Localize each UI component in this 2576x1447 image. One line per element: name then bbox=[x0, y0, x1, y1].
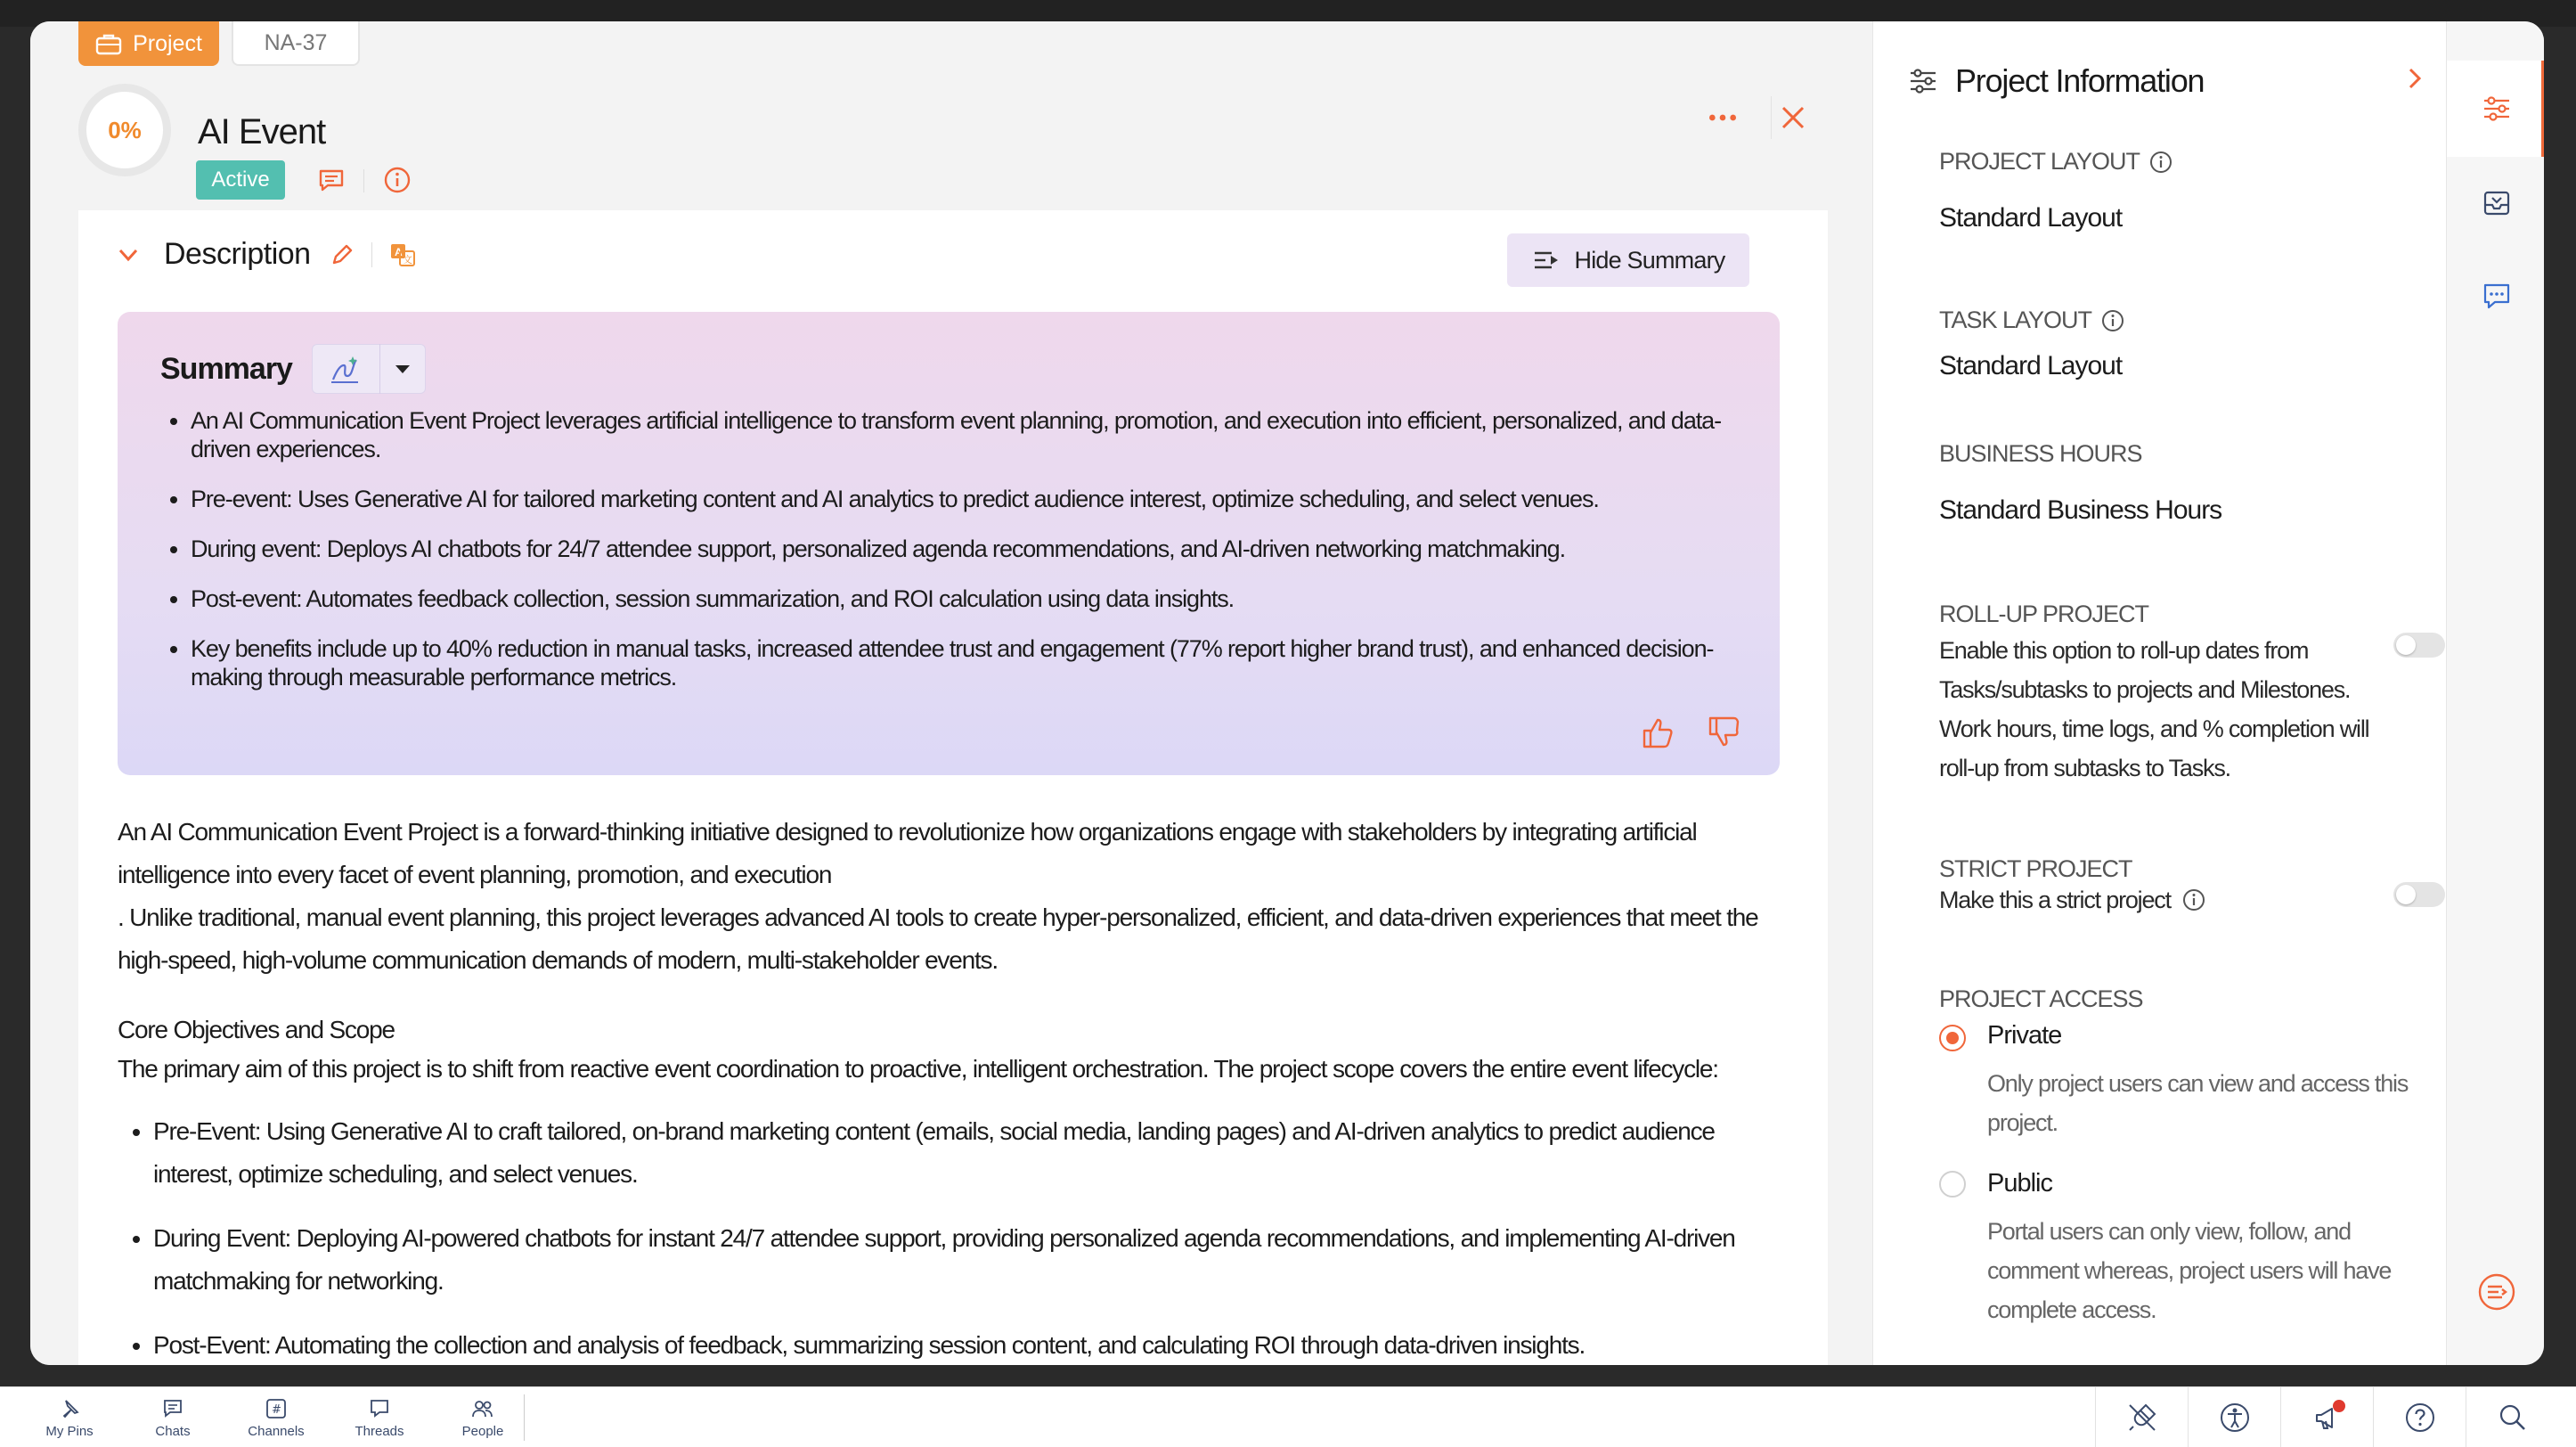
project-type-tag bbox=[78, 21, 219, 66]
project-information-title: Project Information bbox=[1955, 62, 2205, 99]
description-list bbox=[118, 1110, 1792, 1365]
description-subheading: Core Objectives and Scope bbox=[118, 1016, 395, 1043]
info-icon[interactable] bbox=[2148, 150, 2173, 175]
private-label[interactable]: Private bbox=[1987, 1021, 2062, 1050]
help-icon[interactable] bbox=[2373, 1387, 2466, 1447]
chat-bubble-icon[interactable] bbox=[2477, 276, 2516, 315]
description-body[interactable] bbox=[118, 811, 1792, 1365]
info-icon[interactable] bbox=[2100, 308, 2125, 333]
summary-ai-tool[interactable] bbox=[312, 344, 426, 394]
hash-icon bbox=[265, 1397, 288, 1420]
strict-project-toggle[interactable] bbox=[2393, 882, 2445, 907]
project-key[interactable]: NA-37 bbox=[232, 21, 360, 66]
collapse-panel-icon[interactable] bbox=[2477, 1272, 2516, 1312]
rollup-project-label: ROLL-UP PROJECT bbox=[1939, 601, 2149, 627]
pin-icon bbox=[58, 1397, 81, 1420]
description-bullet: • During Event: Deploying AI-powered chatbots for instant 24/7 attendee support, providing personalized agenda recommendations, and implementing AI-driven matchmaking for networking. bbox=[153, 1217, 1792, 1303]
edit-pencil-icon[interactable] bbox=[329, 241, 355, 268]
description-paragraph: The primary aim of this project is to shift from reactive event coordination to proactive, intelligent orchestration. The project scope covers the entire event lifecycle: bbox=[118, 1055, 1718, 1083]
project-info-rail-icon[interactable] bbox=[2477, 89, 2516, 128]
taskbar-right bbox=[2095, 1387, 2558, 1447]
announcement-icon[interactable] bbox=[2280, 1387, 2373, 1447]
task-layout-value[interactable]: Standard Layout bbox=[1939, 351, 2123, 380]
ai-sparkle-icon[interactable] bbox=[313, 344, 380, 394]
project-main-pane bbox=[30, 21, 1872, 1365]
info-icon[interactable] bbox=[381, 164, 413, 196]
settings-sliders-icon bbox=[1907, 65, 1939, 97]
summary-bullet: • Pre-event: Uses Generative AI for tailored marketing content and AI analytics to predict audience interest, optimize scheduling, and select venues. bbox=[191, 485, 1723, 513]
info-icon[interactable] bbox=[2181, 887, 2206, 912]
thumbs-up-icon[interactable] bbox=[1641, 715, 1680, 750]
notification-dot bbox=[2333, 1400, 2345, 1412]
project-access-label: PROJECT ACCESS bbox=[1939, 985, 2143, 1012]
description-paragraph: An AI Communication Event Project is a forward-thinking initiative designed to revolutionize how organizations engage with stakeholders by integrating artificial intelligence into every facet of event planning, promotion, and execution bbox=[118, 818, 1697, 888]
ai-summary-panel bbox=[118, 312, 1780, 775]
public-description: Portal users can only view, follow, and comment whereas, project users will have complete access. bbox=[1987, 1218, 2392, 1323]
summary-list bbox=[191, 406, 1723, 713]
status-badge[interactable]: Active bbox=[196, 160, 285, 200]
description-bullet: • Post-Event: Automating the collection and analysis of feedback, summarizing session content, and calculating ROI through data-driven insights. bbox=[153, 1324, 1792, 1365]
summary-title: Summary bbox=[160, 351, 292, 386]
taskbar-item-my-pins[interactable]: My Pins bbox=[18, 1387, 121, 1447]
project-information-pane bbox=[1872, 21, 2446, 1365]
chat-icon bbox=[161, 1397, 184, 1420]
taskbar-item-threads[interactable]: Threads bbox=[328, 1387, 431, 1447]
close-icon bbox=[1779, 103, 1807, 132]
summary-toggle-icon bbox=[1532, 248, 1561, 273]
business-hours-label: BUSINESS HOURS bbox=[1939, 440, 2142, 467]
taskbar-item-people[interactable]: People bbox=[431, 1387, 534, 1447]
progress-indicator: 0% bbox=[78, 84, 171, 176]
briefcase-icon bbox=[95, 32, 122, 55]
close-button[interactable] bbox=[1771, 96, 1814, 139]
right-rail bbox=[2446, 21, 2544, 1365]
thumbs-down-icon[interactable] bbox=[1707, 715, 1746, 750]
more-options-button[interactable] bbox=[1705, 100, 1740, 135]
summary-bullet: • During event: Deploys AI chatbots for 24/7 attendee support, personalized agenda recommendations, and AI-driven networking matchmaking. bbox=[191, 535, 1723, 563]
plugin-icon[interactable] bbox=[2095, 1387, 2188, 1447]
summary-header bbox=[160, 344, 426, 394]
hide-summary-label: Hide Summary bbox=[1574, 246, 1725, 274]
bottom-taskbar bbox=[0, 1386, 2576, 1447]
threads-icon bbox=[368, 1397, 391, 1420]
public-label[interactable]: Public bbox=[1987, 1169, 2052, 1198]
task-layout-label: TASK LAYOUT bbox=[1939, 307, 2125, 334]
inbox-icon[interactable] bbox=[2477, 184, 2516, 223]
chevron-right-icon[interactable] bbox=[2402, 66, 2427, 91]
private-radio[interactable] bbox=[1939, 1025, 1966, 1051]
description-paragraph: . Unlike traditional, manual event planning, this project leverages advanced AI tools to create hyper-personalized, efficient, and data-driven experiences that meet the high-speed, high-volume communication demands of modern, multi-stakeholder events. bbox=[118, 903, 1758, 974]
summary-bullet: • Post-event: Automates feedback collection, session summarization, and ROI calculation using data insights. bbox=[191, 585, 1723, 613]
comment-icon[interactable] bbox=[315, 164, 347, 196]
svg-text:#: # bbox=[272, 1402, 281, 1417]
project-layout-value[interactable]: Standard Layout bbox=[1939, 203, 2123, 233]
summary-bullet: • Key benefits include up to 40% reduction in manual tasks, increased attendee trust and engagement (77% report higher brand trust), and enhanced decision-making through measurable performance metrics. bbox=[191, 634, 1723, 691]
svg-text:A: A bbox=[394, 245, 403, 258]
business-hours-value[interactable]: Standard Business Hours bbox=[1939, 495, 2222, 525]
private-description: Only project users can view and access this project. bbox=[1987, 1070, 2409, 1136]
divider bbox=[363, 169, 364, 192]
taskbar-left bbox=[18, 1387, 534, 1447]
project-detail-modal bbox=[30, 21, 2544, 1365]
rollup-project-toggle[interactable] bbox=[2393, 633, 2445, 658]
translate-icon[interactable] bbox=[388, 241, 417, 269]
taskbar-item-chats[interactable]: Chats bbox=[121, 1387, 224, 1447]
rollup-project-description: Enable this option to roll-up dates from Tasks/subtasks to projects and Milestones. Work hours, time logs, and % completion will roll-up from subtasks to Tasks. bbox=[1939, 637, 2369, 781]
accessibility-icon[interactable] bbox=[2188, 1387, 2280, 1447]
search-icon[interactable] bbox=[2466, 1387, 2558, 1447]
strict-project-label: STRICT PROJECT bbox=[1939, 855, 2132, 882]
caret-down-icon[interactable] bbox=[380, 364, 425, 374]
project-type-label: Project bbox=[133, 30, 202, 56]
public-radio[interactable] bbox=[1939, 1171, 1966, 1198]
hide-summary-button[interactable] bbox=[1507, 233, 1749, 287]
description-card bbox=[78, 210, 1828, 1365]
strict-project-description: Make this a strict project bbox=[1939, 880, 2384, 920]
people-icon bbox=[471, 1397, 494, 1420]
svg-text:文: 文 bbox=[402, 253, 412, 266]
project-title[interactable]: AI Event bbox=[198, 112, 326, 151]
chevron-down-icon[interactable] bbox=[116, 242, 141, 267]
description-header bbox=[116, 237, 417, 272]
description-bullet: • Pre-Event: Using Generative AI to craft tailored, on-brand marketing content (emails, social media, landing pages) and AI-driven analytics to predict audience interest, optimize scheduling, and select venues. bbox=[153, 1110, 1792, 1196]
project-layout-label: PROJECT LAYOUT bbox=[1939, 148, 2173, 176]
project-information-header bbox=[1907, 62, 2204, 100]
summary-bullet: • An AI Communication Event Project leverages artificial intelligence to transform event planning, promotion, and execution into efficient, personalized, and data-driven experiences. bbox=[191, 406, 1723, 463]
description-title: Description bbox=[164, 237, 311, 271]
taskbar-item-channels[interactable]: # Channels bbox=[224, 1387, 328, 1447]
